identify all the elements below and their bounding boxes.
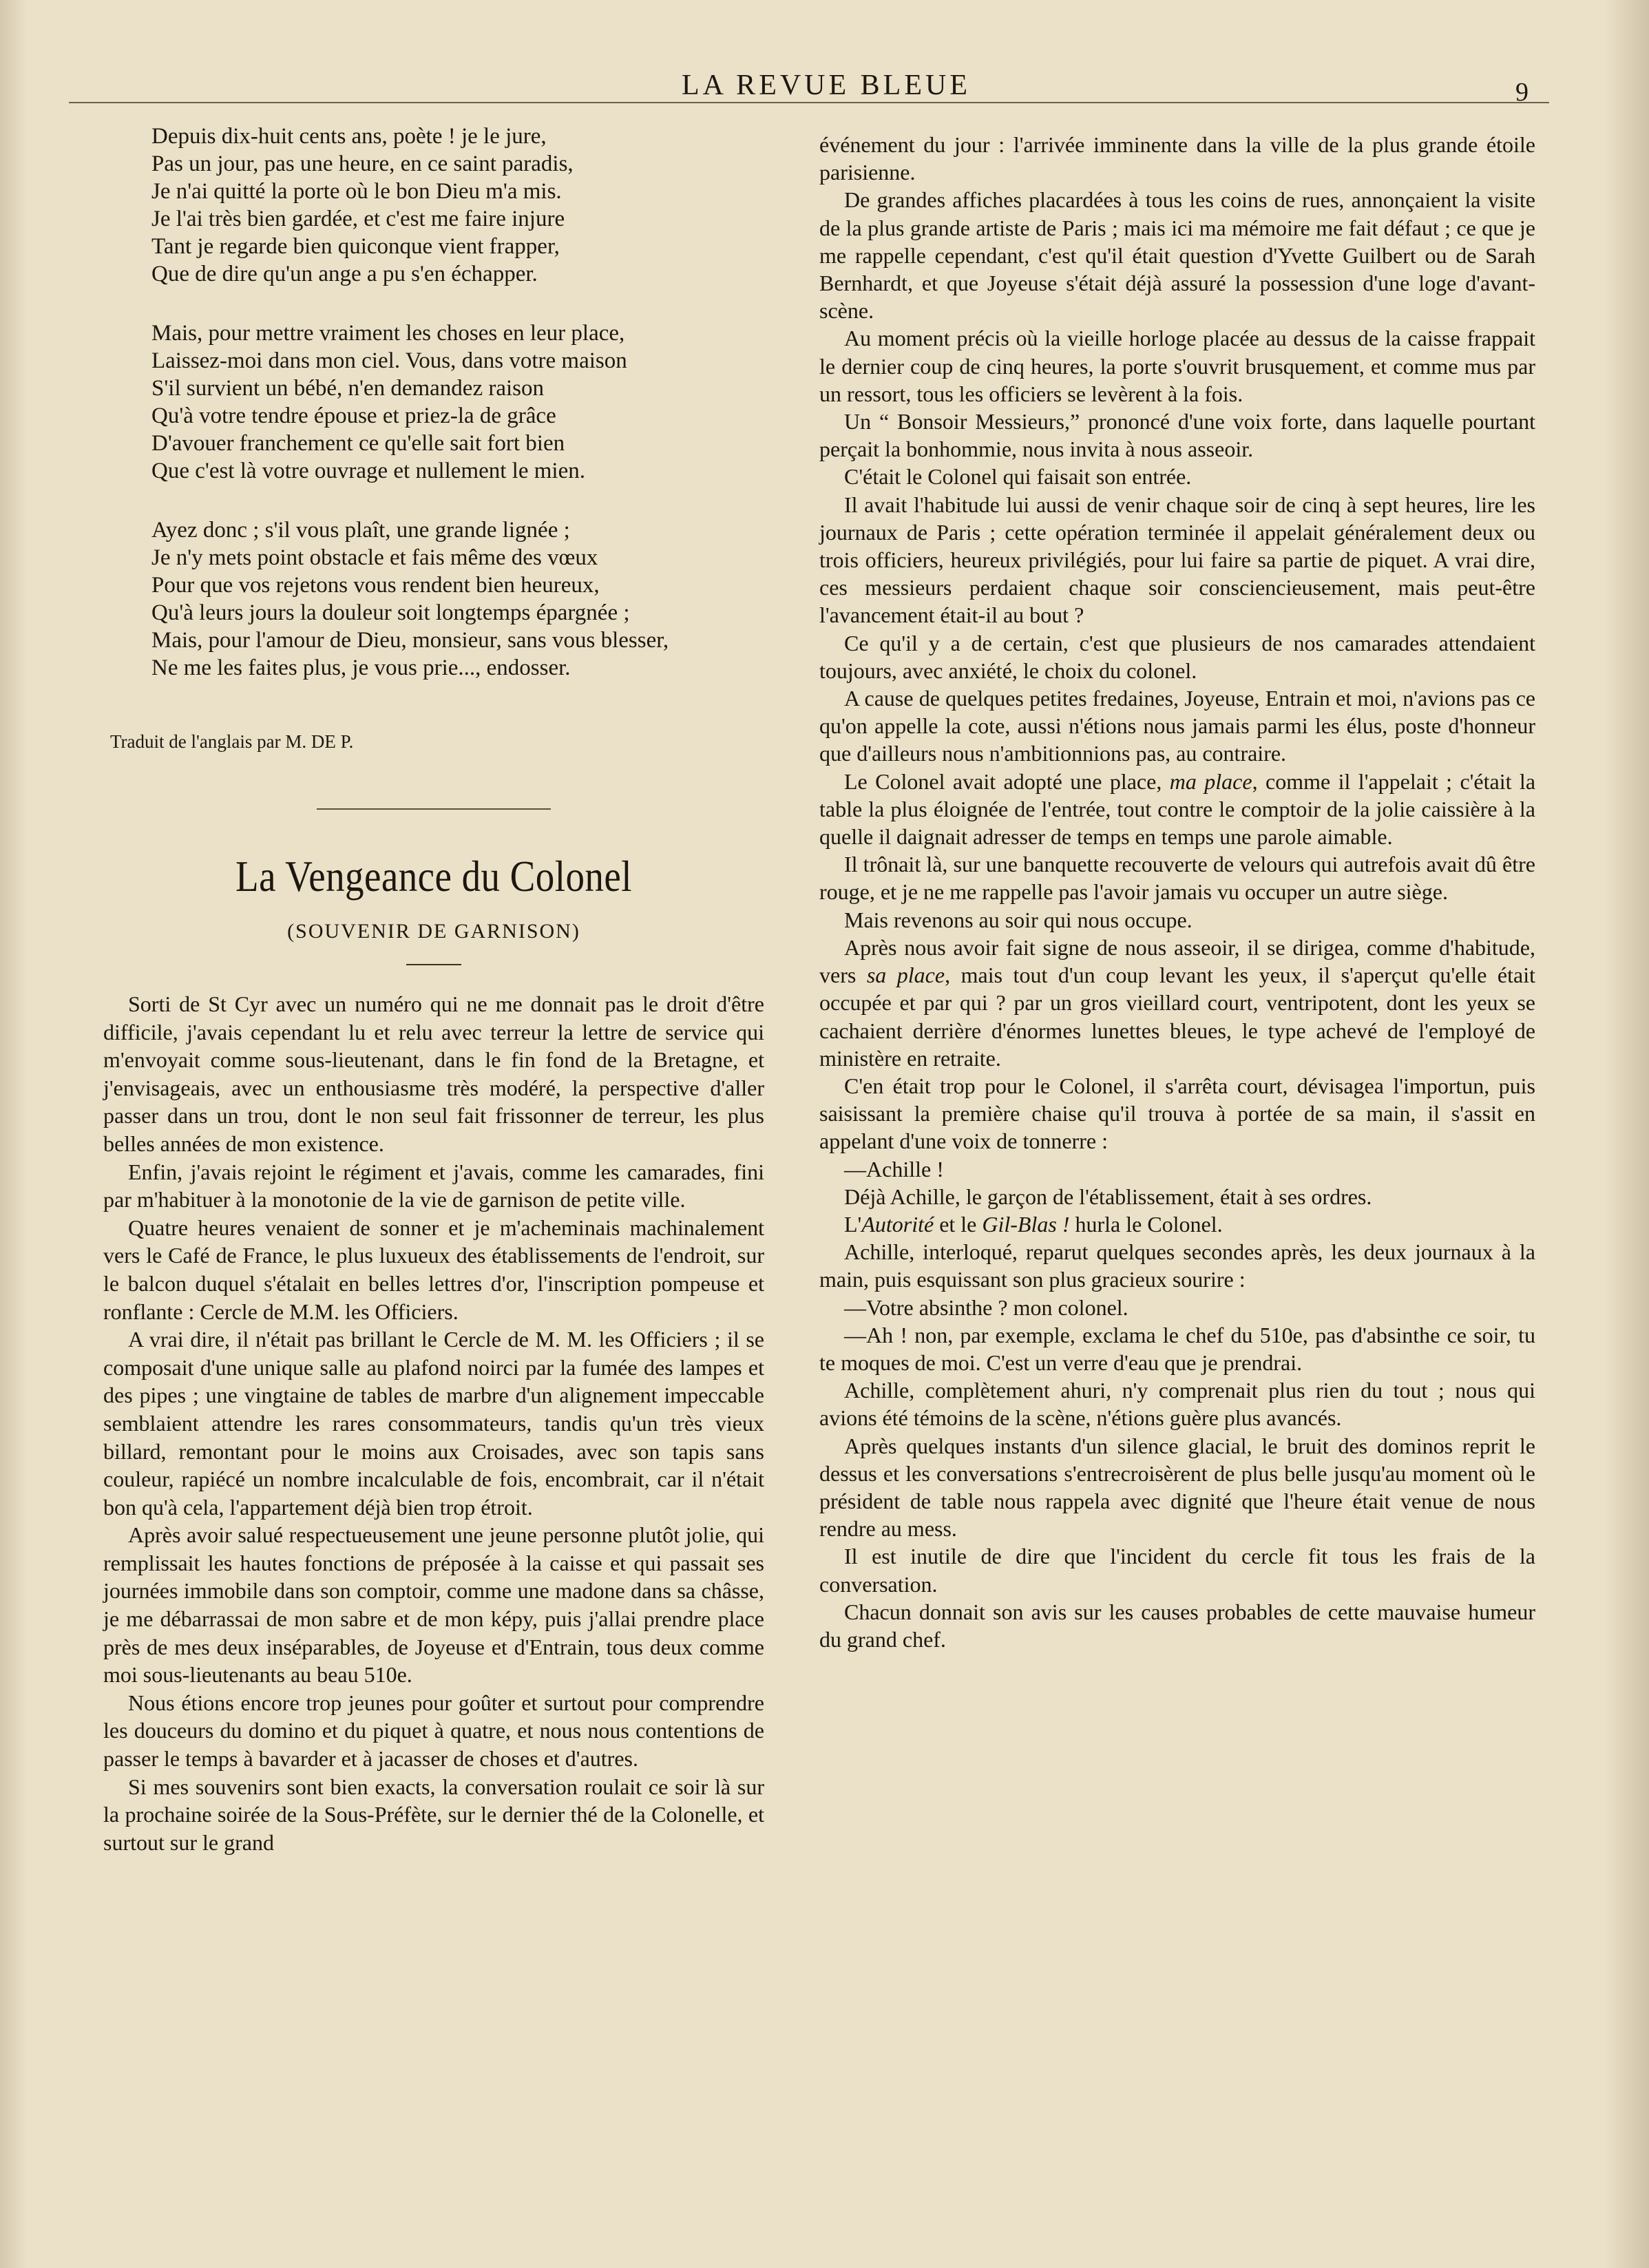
poem-line: Laissez-moi dans mon ciel. Vous, dans votre maison <box>151 348 627 373</box>
poem-line: Je n'y mets point obstacle et fais même des vœux <box>151 545 598 570</box>
paragraph: Sorti de St Cyr avec un numéro qui ne me donnait pas le droit d'être difficile, j'avais cependant lu et relu avec terreur la lettre de service qui m'envoyait comme sous-lieutenant, dans le fin fond de la Bretagne, et j'envisageais, avec un enthousiasme très modéré, la perspective d'aller passer dans un trou, dont le non seul fait frissonner de terreur, les plus belles années de mon existence. <box>103 991 764 1156</box>
poem-line: Ayez donc ; s'il vous plaît, une grande lignée ; <box>151 518 570 543</box>
paragraph-hurla: L'Autorité et le Gil-Blas ! hurla le Colonel. <box>844 1211 1223 1237</box>
paragraph: Il est inutile de dire que l'incident du cercle fit tous les frais de la conversation. <box>819 1544 1535 1597</box>
page-fold-shadow <box>1604 0 1649 2268</box>
poem-line: Mais, pour l'amour de Dieu, monsieur, sans vous blesser, <box>151 628 669 653</box>
paragraph: Nous étions encore trop jeunes pour goûter et surtout pour comprendre les douceurs du domino et du piquet à quatre, et nous nous contentions de passer le temps à bavarder et à jacasser de choses et d'autres. <box>103 1690 764 1772</box>
paragraph: —Votre absinthe ? mon colonel. <box>844 1294 1128 1320</box>
subtitle-rule <box>406 964 461 965</box>
paragraph: A vrai dire, il n'était pas brillant le Cercle de M. M. les Officiers ; il se composait d'une unique salle au plafond noirci par la fumée des lampes et des pipes ; une vingtaine de tables de marbre d'un alignement impeccable semblaient attendre les rares consommateurs, tandis qu'un très vieux billard, remontant pour le moins aux Croisades, avec son tapis sans couleur, rapiécé un nombre incalculable de fois, encombrait, car il n'était bon qu'à cela, l'appartement déjà bien trop étroit. <box>103 1327 764 1520</box>
poem-stanza <box>151 319 764 485</box>
poem-line: Mais, pour mettre vraiment les choses en leur place, <box>151 321 625 346</box>
poem-line: S'il survient un bébé, n'en demandez raison <box>151 376 544 401</box>
paragraph: Il avait l'habitude lui aussi de venir chaque soir de cinq à sept heures, lire les journaux de Paris ; cette opération terminée il appelait généralement deux ou trois officiers, heureux privilégiés, pour lui faire sa partie de piquet. A vrai dire, ces messieurs perdaient chaque soir consciencieusement, mais peut-être l'avancement était-il au bout ? <box>819 492 1535 628</box>
paragraph: —Achille ! <box>844 1156 944 1182</box>
paragraph: Après avoir salué respectueusement une jeune personne plutôt jolie, qui remplissait les hautes fonctions de préposée à la caisse et qui passait ses journées immobile dans son comptoir, comme une madone dans sa châsse, je me débarrassai de mon sabre et de mon képy, puis j'allai prendre place près de mes deux inséparables, de Joyeuse et d'Entrain, tous deux comme moi sous-lieutenants au beau 510e. <box>103 1522 764 1688</box>
paragraph: Ce qu'il y a de certain, c'est que plusieurs de nos camarades attendaient toujours, avec anxiété, le choix du colonel. <box>819 630 1535 683</box>
article-body-right-b <box>819 850 1535 934</box>
poem-line: Qu'à leurs jours la douleur soit longtemps épargnée ; <box>151 600 630 625</box>
translator-credit: Traduit de l'anglais par M. DE P. <box>110 731 354 752</box>
paragraph: Quatre heures venaient de sonner et je m'acheminais machinalement vers le Café de France, le plus luxueux des établissements de l'endroit, sur le balcon duquel s'étalait en belles lettres d'or, l'inscription pompeuse et ronflante : Cercle de M.M. les Officiers. <box>103 1215 764 1324</box>
article-body-right-d <box>819 1238 1535 1653</box>
poem-line: Que c'est là votre ouvrage et nullement le mien. <box>151 459 585 483</box>
paragraph: Un “ Bonsoir Messieurs,” prononcé d'une voix forte, dans laquelle pourtant perçait la bonhommie, nous invita à nous asseoir. <box>819 409 1535 462</box>
paragraph: Au moment précis où la vieille horloge placée au dessus de la caisse frappait le dernier coup de cinq heures, la porte s'ouvrit brusquement, et comme mus par un ressort, tous les officiers se levèrent à la fois. <box>819 326 1535 406</box>
poem-stanza <box>151 516 764 682</box>
poem-line: Depuis dix-huit cents ans, poète ! je le jure, <box>151 124 547 149</box>
paragraph: Enfin, j'avais rejoint le régiment et j'avais, comme les camarades, fini par m'habituer à la monotonie de la vie de garnison de petite ville. <box>103 1159 764 1212</box>
paragraph: Après quelques instants d'un silence glacial, le bruit des dominos reprit le dessus et les conversations s'entrecroisèrent de plus belle jusqu'au moment où le président de table nous rappela avec dignité que l'heure était venue de nous rendre au mess. <box>819 1433 1535 1542</box>
paragraph: Déjà Achille, le garçon de l'établissement, était à ses ordres. <box>844 1184 1372 1209</box>
paragraph: Il trônait là, sur une banquette recouverte de velours qui autrefois avait dû être rouge, et je ne me rappelle pas l'avoir jamais vu occuper un autre siège. <box>819 852 1535 905</box>
left-column <box>103 123 764 1856</box>
page-number: 9 <box>1515 78 1529 107</box>
paragraph: Mais revenons au soir qui nous occupe. <box>844 907 1193 932</box>
paragraph: A cause de quelques petites fredaines, Joyeuse, Entrain et moi, n'avions pas ce qu'on appelle la cote, aussi n'étions nous jamais parmi les élus, poste d'honneur que d'ailleurs nous n'ambitionnions pas, au contraire. <box>819 686 1535 766</box>
poem-line: D'avouer franchement ce qu'elle sait fort bien <box>151 431 565 456</box>
article-body-left <box>103 990 764 1856</box>
poem-line: Pas un jour, pas une heure, en ce saint paradis, <box>151 151 574 176</box>
right-column <box>819 131 1535 1653</box>
paragraph: Achille, interloqué, reparut quelques secondes après, les deux journaux à la main, puis esquissant son plus gracieux sourire : <box>819 1239 1535 1292</box>
paragraph: Si mes souvenirs sont bien exacts, la conversation roulait ce soir là sur la prochaine soirée de la Sous-Préfète, sur le dernier thé de la Colonelle, et surtout sur le grand <box>103 1774 764 1855</box>
poem-stanza <box>151 123 764 288</box>
running-title: LA REVUE BLEUE <box>682 70 971 101</box>
paragraph: Achille, complètement ahuri, n'y comprenait plus rien du tout ; nous qui avions été témoins de la scène, n'étions guère plus avancés. <box>819 1378 1535 1431</box>
poem-line: Qu'à votre tendre épouse et priez-la de grâce <box>151 403 556 428</box>
poem-line: Ne me les faites plus, je vous prie..., endosser. <box>151 655 571 680</box>
poem-line: Je n'ai quitté la porte où le bon Dieu m'a mis. <box>151 179 562 204</box>
article-body-right-a <box>819 186 1535 767</box>
page-edge-shadow <box>0 0 28 2268</box>
article-title: La Vengeance du Colonel <box>235 852 632 901</box>
article-subtitle: (SOUVENIR DE GARNISON) <box>287 920 580 943</box>
paragraph: C'était le Colonel qui faisait son entrée. <box>844 464 1192 490</box>
paragraph-place: Le Colonel avait adopté une place, ma place, comme il l'appelait ; c'était la table la plus éloignée de l'entrée, tout contre le comptoir de la jolie caissière à la quelle il daignait adresser de temps en temps une parole aimable. <box>819 768 1536 850</box>
header-rule <box>69 102 1549 103</box>
section-divider <box>317 808 551 810</box>
paragraph: De grandes affiches placardées à tous les coins de rues, annonçaient la visite de la plus grande artiste de Paris ; mais ici ma mémoire me fait défaut ; ce que je me rappelle cependant, c'est qu'il était question d'Yvette Guilbert ou de Sarah Bernhardt, et que Joyeuse s'était déjà assuré la possession d'une loge d'avant-scène. <box>819 187 1535 324</box>
paragraph: C'en était trop pour le Colonel, il s'arrêta court, dévisagea l'importun, puis saisissant la première chaise qu'il trouva à portée de sa main, il s'assit en appelant d'une voix de tonnerre : <box>819 1073 1535 1154</box>
poem <box>103 123 764 682</box>
poem-line: Que de dire qu'un ange a pu s'en échapper. <box>151 262 538 286</box>
paragraph: Chacun donnait son avis sur les causes probables de cette mauvaise humeur du grand chef. <box>819 1599 1535 1652</box>
paragraph: —Ah ! non, par exemple, exclama le chef du 510e, pas d'absinthe ce soir, tu te moques de moi. C'est un verre d'eau que je prendrai. <box>819 1322 1535 1375</box>
paragraph-sa-place: Après nous avoir fait signe de nous asseoir, il se dirigea, comme d'habitude, vers sa place, mais tout d'un coup levant les yeux, il s'aperçut qu'elle était occupée et par qui ? par un gros vieillard court, ventripotent, dont les yeux se cachaient derrière d'énormes lunettes bleues, le type achevé de l'employé de ministère en retraite. <box>819 934 1536 1071</box>
paragraph-continuation: événement du jour : l'arrivée imminente dans la ville de la plus grande étoile parisienne. <box>819 132 1535 185</box>
poem-line: Pour que vos rejetons vous rendent bien heureux, <box>151 573 600 598</box>
poem-line: Je l'ai très bien gardée, et c'est me faire injure <box>151 207 565 231</box>
poem-line: Tant je regarde bien quiconque vient frapper, <box>151 234 560 259</box>
article-body-right-c <box>819 1072 1535 1210</box>
